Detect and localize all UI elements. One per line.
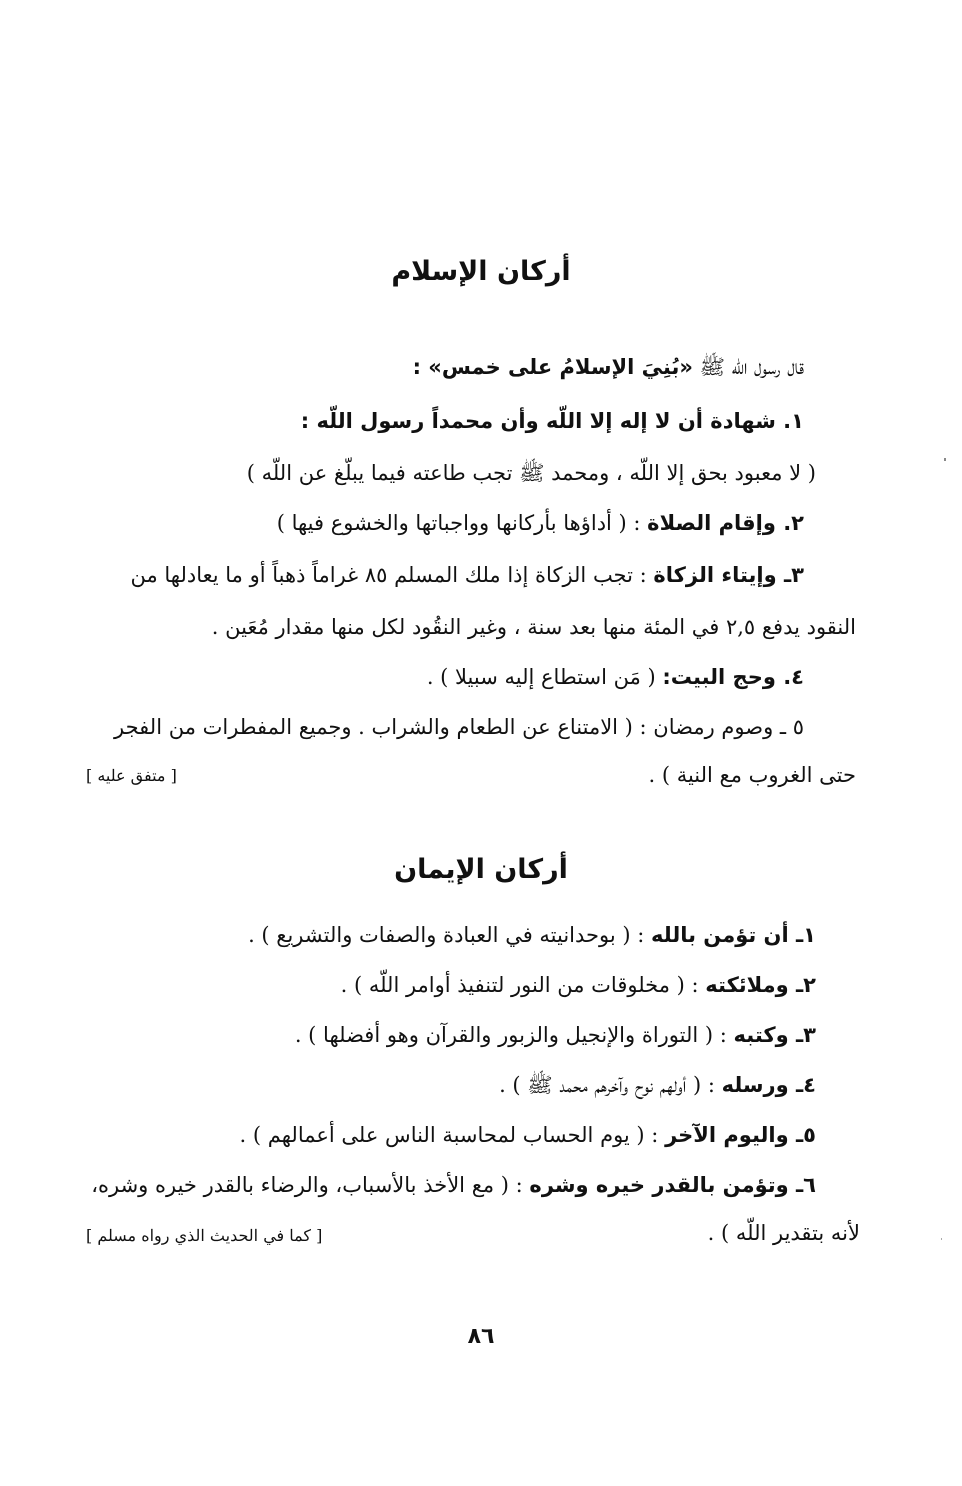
iman-item-2 xyxy=(341,970,816,1000)
iman-item-2-text: : ( مخلوقات من النور لتنفيذ أوامر اللّه ) . xyxy=(340,973,706,997)
islam-item-2 xyxy=(277,508,804,538)
iman-item-3-text: : ( التوراة والإنجيل والزبور والقرآن وهو أفضلها ) . xyxy=(294,1023,734,1047)
islam-item-1: ١. شهادة أن لا إله إلا اللّه وأن محمداً رسول اللّه : xyxy=(300,409,804,433)
iman-item-1 xyxy=(248,920,816,950)
iman-item-4-text: : ( أولهم نوح وآخرهم محمد ﷺ ) . xyxy=(499,1073,722,1097)
islam-item-1-detail: ( لا معبود بحق إلا اللّه ، ومحمد ﷺ تجب طاعته فيما يبلّغ عن اللّه ) xyxy=(246,461,816,485)
iman-title: أركان الإيمان xyxy=(394,854,568,885)
intro-quote: «بُنِيَ الإسلامُ على خمس» : xyxy=(412,355,693,379)
item-4-label: ٤. وحج البيت: xyxy=(662,665,804,689)
iman-item-2-label: ٢ـ وملائكته xyxy=(705,973,816,997)
iman-item-1-text: : ( بوحدانيته في العبادة والصفات والتشريع ) . xyxy=(248,923,652,947)
iman-item-6-label: ٦ـ وتؤمن بالقدر خيره وشره xyxy=(529,1173,816,1197)
page-number: ٨٦ xyxy=(467,1324,495,1349)
islam-item-3 xyxy=(131,560,805,590)
item-3-text: : تجب الزكاة إذا ملك المسلم ٨٥ غراماً ذهباً أو ما يعادلها من xyxy=(130,563,654,587)
iman-item-3-label: ٣ـ وكتبه xyxy=(733,1023,816,1047)
iman-item-5-label: ٥ـ واليوم الآخر xyxy=(665,1123,816,1147)
iman-item-6-text: : ( مع الأخذ بالأسباب، والرضاء بالقدر خيره وشره، xyxy=(91,1173,530,1197)
iman-reference: [ كما في الحديث الذي رواه مسلم ] xyxy=(86,1226,323,1245)
islam-item-5-cont: حتى الغروب مع النية ) . xyxy=(648,763,856,787)
iman-item-4 xyxy=(499,1070,816,1100)
islam-item-3-cont: النقود يدفع ٢,٥ في المئة منها بعد سنة ، وغير النقُود لكل منها مقدار مُعَين . xyxy=(211,615,856,639)
islam-item-5: ٥ ـ وصوم رمضان : ( الامتناع عن الطعام والشراب . وجميع المفطرات من الفجر xyxy=(114,715,804,739)
item-3-label: ٣ـ وإيتاء الزكاة xyxy=(653,563,804,587)
iman-item-5-text: : ( يوم الحساب لمحاسبة الناس على أعمالهم ) . xyxy=(239,1123,666,1147)
iman-item-6-cont: لأنه بتقدير اللّه ) . xyxy=(707,1221,860,1245)
iman-item-1-label: ١ـ أن تؤمن بالله xyxy=(651,923,816,947)
iman-item-6 xyxy=(91,1170,816,1200)
iman-item-3 xyxy=(295,1020,816,1050)
intro-prefix: قال رسول اللّه ﷺ xyxy=(692,355,804,379)
islam-title: أركان الإسلام xyxy=(391,256,571,287)
islam-item-4 xyxy=(427,662,804,692)
iman-item-4-label: ٤ـ ورسله xyxy=(721,1073,816,1097)
iman-item-5 xyxy=(240,1120,816,1150)
item-2-text: : ( أداؤها بأركانها وواجباتها والخشوع فيها ) xyxy=(276,511,648,535)
islam-intro xyxy=(413,352,804,382)
islam-reference: [ متفق عليه ] xyxy=(86,766,177,785)
item-2-label: ٢. وإقام الصلاة xyxy=(647,511,804,535)
scan-speck xyxy=(941,1238,942,1240)
scan-speck xyxy=(944,458,946,461)
item-4-text: ( مَن استطاع إليه سبيلا ) . xyxy=(426,665,663,689)
